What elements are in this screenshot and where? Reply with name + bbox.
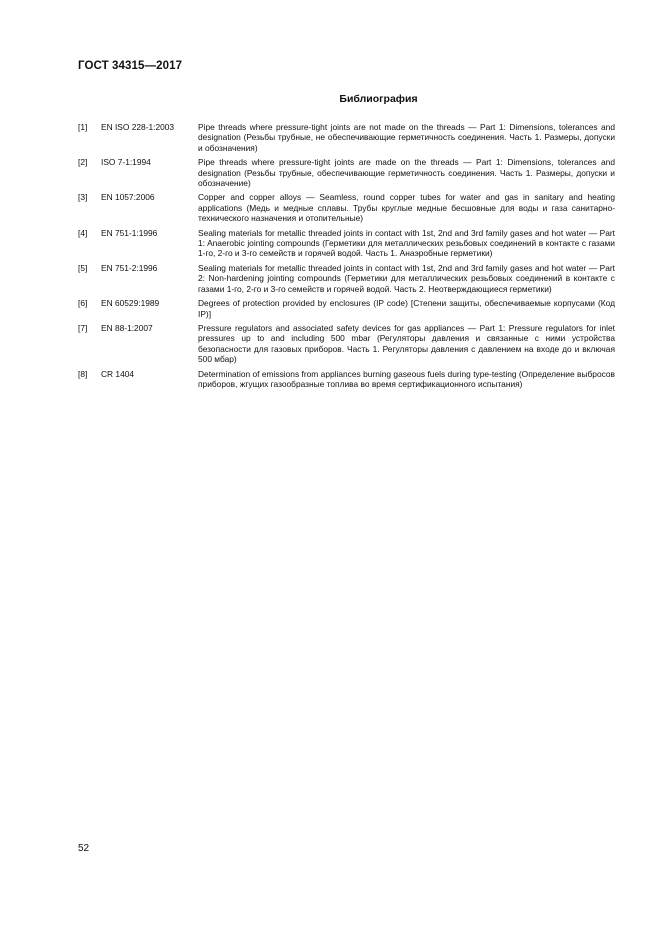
entry-title: Determination of emissions from appliances burning gaseous fuels during type-testing (Определение выбросов приборов, жгущих газообразные топлива во время сертификационного испытания): [198, 368, 615, 389]
page-number: 52: [78, 843, 90, 854]
bibliography-entry-2: [78, 157, 615, 188]
entry-standard-code: CR 1404: [101, 368, 135, 379]
entry-number: [7]: [78, 322, 88, 333]
bibliography-entry-5: [78, 263, 615, 294]
bibliography-entry-6: [78, 298, 615, 319]
entry-number: [5]: [78, 262, 88, 273]
entry-standard-code: EN 88-1:2007: [101, 322, 153, 333]
entry-number: [6]: [78, 298, 88, 309]
bibliography-entry-3: [78, 192, 615, 223]
entry-standard-code: EN 1057:2006: [101, 192, 155, 203]
bibliography-entry-4: [78, 228, 615, 259]
entry-title: Pipe threads where pressure-tight joints are made on the threads — Part 1: Dimensions, tolerances and designation (Резьбы трубные, обеспечивающие герметичность соединения. Часть 1. Размеры, допуски и обозначение): [198, 157, 615, 189]
entry-standard-code: ISO 7-1:1994: [101, 157, 151, 168]
entry-title: Sealing materials for metallic threaded joints in contact with 1st, 2nd and 3rd family gases and hot water — Part 1: Anaerobic jointing compounds (Герметики для металлических резьбовых соединений в контакте с газами 1-го, 2-го и 3-го семейств и горячей водой. Часть 1. Анаэробные герметики): [198, 227, 615, 259]
entry-title: Sealing materials for metallic threaded joints in contact with 1st, 2nd and 3rd family gases and hot water — Part 2: Non-hardening jointing compounds (Герметики для металлических резьбовых соединений в контакте с газами 1-го, 2-го и 3-го семейств и горячей водой. Часть 2. Неотверждающиеся герметики): [198, 262, 615, 294]
entry-number: [1]: [78, 122, 88, 132]
bibliography-entry-7: [78, 323, 615, 365]
entry-standard-code: EN 60529:1989: [101, 298, 160, 309]
entry-title: Pipe threads where pressure-tight joints are not made on the threads — Part 1: Dimensions, tolerances and designation (Резьбы трубные, не обеспечивающие герметичность соединения. Часть 1. Размеры, допуски и обозначения): [198, 122, 615, 153]
entry-number: [3]: [78, 192, 88, 203]
entry-title: Pressure regulators and associated safety devices for gas appliances — Part 1: Pressure regulators for inlet pressures up to and including 500 mbar (Регуляторы давления и связанные с ними устройства безопасности для газовых приборов. Часть 1. Регуляторы давления с давлением на входе до и включая 500 мбар): [198, 322, 615, 365]
bibliography-list: [78, 122, 615, 393]
document-header: ГОСТ 34315—2017: [78, 60, 183, 72]
entry-standard-code: EN 751-1:1996: [101, 227, 158, 238]
bibliography-entry-1: [78, 122, 615, 153]
entry-number: [4]: [78, 227, 88, 238]
entry-title: Copper and copper alloys — Seamless, round copper tubes for water and gas in sanitary and heating applications (Медь и медные сплавы. Трубы круглые медные бесшовные для воды и газа санитарно-технического назначения и отопительные): [198, 192, 615, 224]
bibliography-entry-8: [78, 369, 615, 390]
entry-standard-code: EN 751-2:1996: [101, 262, 158, 273]
entry-number: [8]: [78, 368, 88, 379]
entry-title: Degrees of protection provided by enclosures (IP code) [Степени защиты, обеспечиваемые корпусами (Код IP)]: [198, 298, 615, 319]
bibliography-title: Библиография: [339, 93, 418, 105]
entry-number: [2]: [78, 157, 88, 168]
entry-standard-code: EN ISO 228-1:2003: [101, 122, 175, 132]
